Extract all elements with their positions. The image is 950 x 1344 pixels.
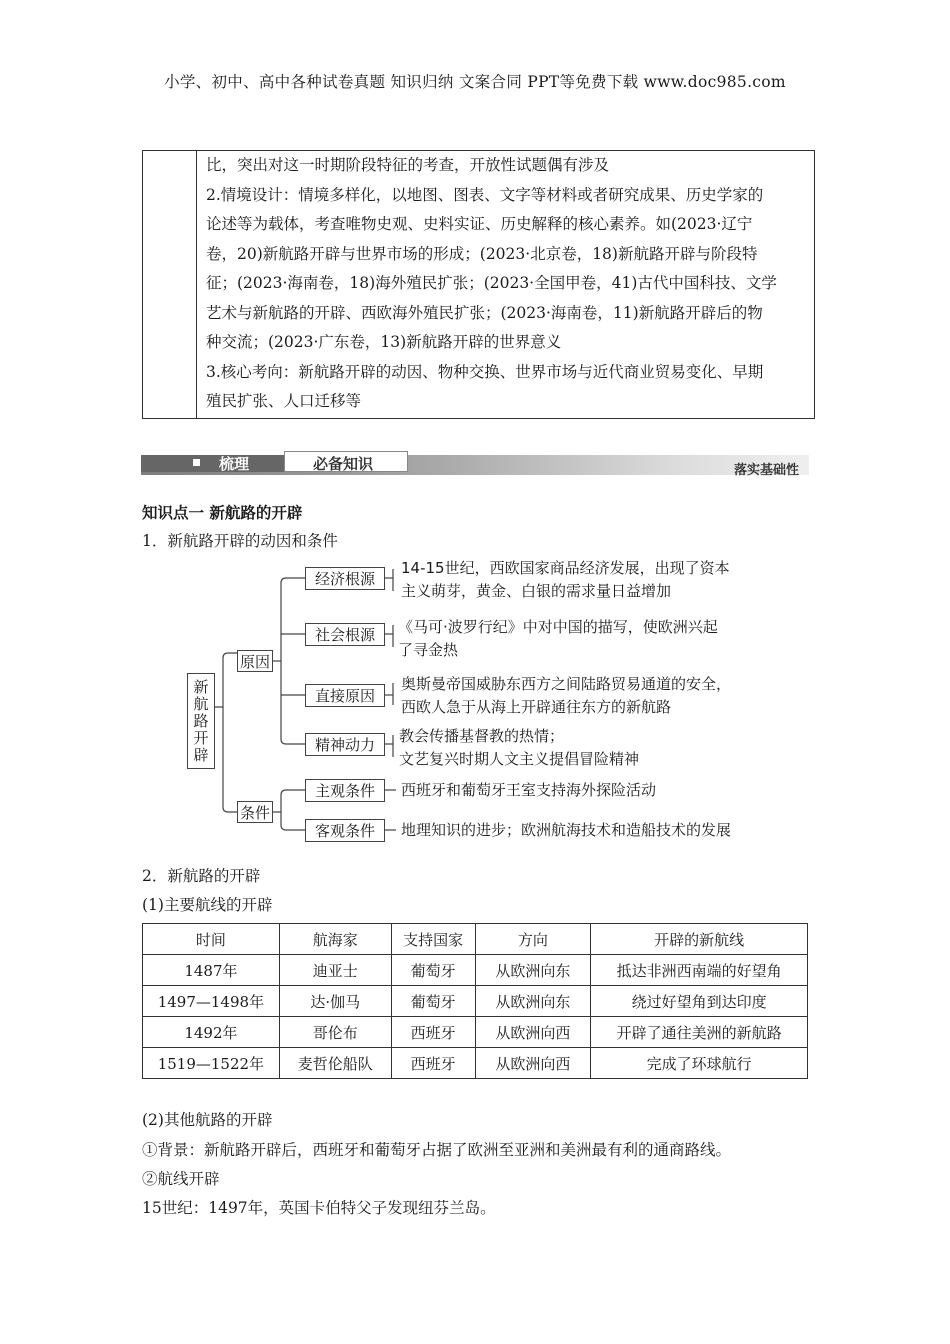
condition-node: 条件 (237, 801, 273, 823)
cell-direction: 从欧洲向西 (475, 1048, 591, 1079)
subjective-condition-node: 主观条件 (305, 779, 385, 802)
header-route: 开辟的新航线 (591, 924, 808, 955)
subjective-condition-text: 西班牙和葡萄牙王室支持海外探险活动 (401, 781, 657, 799)
analysis-line: 2.情境设计：情境多样化，以地图、图表、文字等材料或者研究成果、历史学家的 (206, 185, 764, 204)
cell-country: 西班牙 (391, 1017, 475, 1048)
cell-route: 完成了环球航行 (591, 1048, 808, 1079)
cell-navigator: 达·伽马 (279, 986, 391, 1017)
cell-country: 西班牙 (391, 1048, 475, 1079)
social-root-text (398, 616, 718, 662)
table-header-row (143, 924, 808, 955)
social-root-node: 社会根源 (305, 623, 385, 646)
cell-direction: 从欧洲向东 (475, 986, 591, 1017)
analysis-line: 卷，20)新航路开辟与世界市场的形成；(2023·北京卷，18)新航路开辟与阶段特 (206, 244, 758, 263)
economic-root-line: 14-15世纪，西欧国家商品经济发展，出现了资本 (401, 559, 730, 577)
spiritual-motive-node: 精神动力 (305, 733, 385, 756)
cell-navigator: 麦哲伦船队 (279, 1048, 391, 1079)
connector-root-cause (215, 653, 237, 707)
cell-country: 葡萄牙 (391, 955, 475, 986)
cause-node: 原因 (237, 650, 273, 672)
analysis-line: 殖民扩张、人口迁移等 (206, 392, 362, 410)
cell-time: 1487年 (143, 955, 280, 986)
root-node: 新航路开辟 (187, 673, 215, 769)
analysis-line: 比，突出对这一时期阶段特征的考查，开放性试题偶有涉及 (206, 156, 610, 174)
analysis-line: 论述等为载体，考查唯物史观、史料实证、历史解释的核心素养。如(2023·辽宁 (206, 215, 753, 233)
economic-root-line: 主义萌芽，黄金、白银的需求量日益增加 (401, 582, 672, 600)
connector-n1 (281, 578, 305, 583)
banner-label-foundation: 落实基础性 (733, 463, 799, 478)
cell-country: 葡萄牙 (391, 986, 475, 1017)
table-row (143, 1017, 808, 1048)
cell-route: 开辟了通往美洲的新航路 (591, 1017, 808, 1048)
mind-map (0, 555, 950, 855)
header-direction: 方向 (475, 924, 591, 955)
spiritual-motive-line: 文艺复兴时期人文主义提倡冒险精神 (399, 750, 640, 768)
spiritual-motive-text (399, 725, 639, 771)
header-time: 时间 (143, 924, 280, 955)
cell-route: 抵达非洲西南端的好望角 (591, 955, 808, 986)
economic-root-node: 经济根源 (305, 567, 385, 590)
cell-navigator: 迪亚士 (279, 955, 391, 986)
routes-opening-heading: ②航线开辟 (142, 1170, 220, 1188)
analysis-line: 3.核心考向：新航路开辟的动因、物种交换、世界市场与近代商业贸易变化、早期 (206, 362, 764, 381)
cell-route: 绕过好望角到达印度 (591, 986, 808, 1017)
economic-root-text (401, 557, 730, 603)
analysis-line: 征；(2023·海南卷，18)海外殖民扩张；(2023·全国甲卷，41)古代中国科技、文学 (206, 274, 777, 292)
direct-cause-line: 奥斯曼帝国威胁东西方之间陆路贸易通道的安全， (401, 675, 732, 693)
knowledge-point-title: 知识点一 新航路的开辟 (142, 503, 303, 522)
box-divider (196, 151, 197, 418)
direct-cause-text (401, 673, 731, 719)
subheading-opening: 2．新航路的开辟 (142, 867, 261, 885)
banner-label-review: 梳理 (219, 455, 250, 473)
direct-cause-line: 西欧人急于从海上开辟通往东方的新航路 (401, 698, 672, 716)
exam-analysis-text (206, 151, 811, 417)
banner-label-knowledge: 必备知识 (313, 455, 374, 473)
exam-analysis-box (142, 150, 815, 419)
subheading-other-routes: (2)其他航路的开辟 (142, 1111, 273, 1129)
fifteenth-century-text: 15世纪：1497年，英国卡伯特父子发现纽芬兰岛。 (142, 1199, 496, 1217)
background-text: ①背景：新航路开辟后，西班牙和葡萄牙占据了欧洲至亚洲和美洲最有利的通商路线。 (142, 1141, 732, 1159)
page-header: 小学、初中、高中各种试卷真题 知识归纳 文案合同 PPT等免费下载 www.doc985.com (164, 73, 786, 91)
cell-time: 1492年 (143, 1017, 280, 1048)
square-bullet-icon (193, 459, 200, 466)
main-routes-table (142, 923, 808, 1079)
spiritual-motive-line: 教会传播基督教的热情； (399, 727, 565, 745)
connector-n5 (281, 790, 305, 795)
cell-navigator: 哥伦布 (279, 1017, 391, 1048)
connector-root-condition (223, 707, 237, 812)
social-root-line: 《马可·波罗行纪》中对中国的描写，使欧洲兴起 (398, 618, 718, 636)
table-row (143, 986, 808, 1017)
cell-direction: 从欧洲向西 (475, 1017, 591, 1048)
cell-direction: 从欧洲向东 (475, 955, 591, 986)
analysis-line: 艺术与新航路的开辟、西欧海外殖民扩张；(2023·海南卷，11)新航路开辟后的物 (206, 303, 763, 322)
banner-dark-block (141, 455, 284, 472)
subheading-main-routes: (1)主要航线的开辟 (142, 896, 273, 914)
section-banner (141, 451, 809, 478)
subheading-causes: 1．新航路开辟的动因和条件 (142, 532, 338, 550)
social-root-line: 了寻金热 (398, 641, 459, 659)
header-navigator: 航海家 (279, 924, 391, 955)
connector-n4 (281, 739, 305, 744)
direct-cause-node: 直接原因 (305, 684, 385, 707)
objective-condition-node: 客观条件 (305, 819, 385, 842)
analysis-line: 种交流；(2023·广东卷，13)新航路开辟的世界意义 (206, 333, 562, 351)
objective-condition-text: 地理知识的进步；欧洲航海技术和造船技术的发展 (401, 821, 732, 839)
connector-n6 (281, 825, 305, 830)
cell-time: 1497—1498年 (143, 986, 280, 1017)
table-row (143, 955, 808, 986)
cell-time: 1519—1522年 (143, 1048, 280, 1079)
table-row (143, 1048, 808, 1079)
header-country: 支持国家 (391, 924, 475, 955)
